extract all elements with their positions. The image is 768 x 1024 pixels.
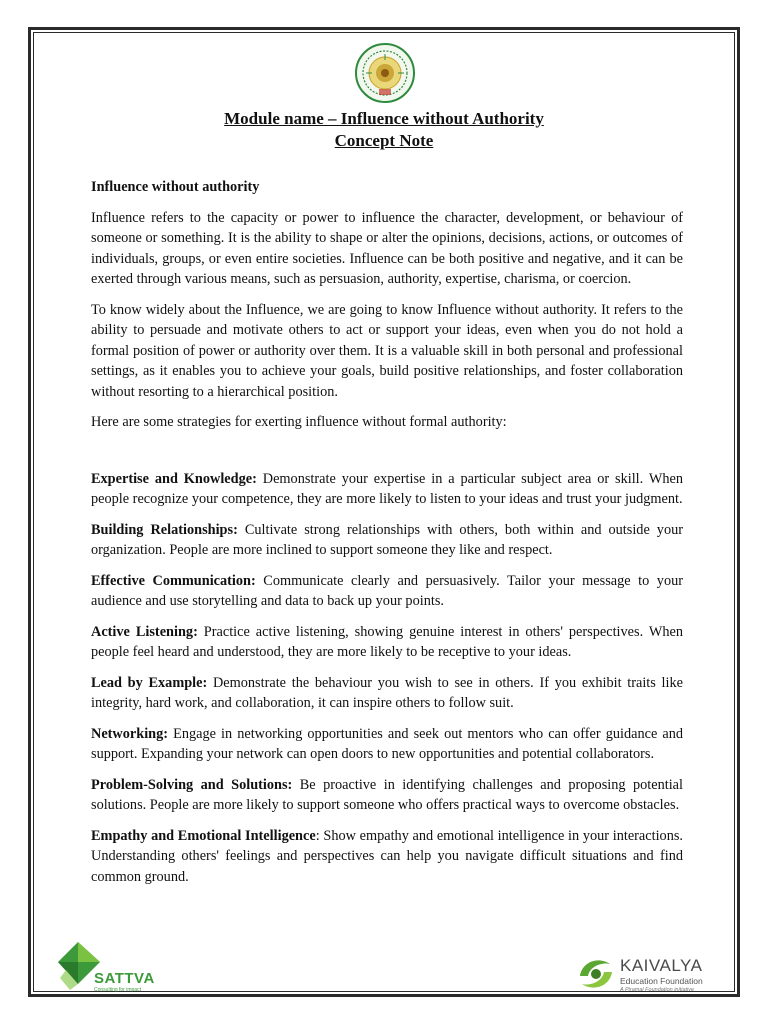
strategy-item xyxy=(91,826,683,888)
strategy-text: Practice active listening, showing genuine interest in others' perspectives. When people feel heard and understood, they are more likely to be receptive to your ideas. xyxy=(91,623,683,660)
strategy-title: Effective Communication: xyxy=(91,572,256,589)
strategy-text: Cultivate strong relationships with others, both within and outside your organization. People are more inclined to support someone they like and respect. xyxy=(91,521,683,558)
strategy-text: Engage in networking opportunities and seek out mentors who can offer guidance and support. Expanding your network can open doors to new opportunities and potential collaborators. xyxy=(91,725,683,762)
kaivalya-name: KAIVALYA xyxy=(620,956,703,975)
kaivalya-logo xyxy=(576,954,726,998)
strategy-item xyxy=(91,775,683,816)
strategy-text: Be proactive in identifying challenges and proposing potential solutions. People are more likely to support someone who offers practical ways to overcome obstacles. xyxy=(91,776,683,813)
strategy-item xyxy=(91,469,683,510)
strategy-title: Networking: xyxy=(91,725,169,742)
strategy-title: Active Listening: xyxy=(91,623,198,640)
strategy-item xyxy=(91,673,683,714)
concept-note-title: Concept Note xyxy=(334,131,434,150)
module-title: Module name – Influence without Authority xyxy=(224,109,544,128)
kaivalya-swirl-icon xyxy=(576,954,616,994)
strategy-item xyxy=(91,724,683,765)
strategy-title: Empathy and Emotional Intelligence xyxy=(91,827,316,844)
sattva-tagline: Consulting for impact xyxy=(94,987,141,993)
strategy-text: : Show empathy and emotional intelligence in your interactions. Understanding others' feelings and perspectives can help you navigate difficult situations and find common ground. xyxy=(91,827,683,885)
intro-paragraph-1: Influence refers to the capacity or power to influence the character, development, or behaviour of someone or something. It is the ability to shape or alter the opinions, decisions, actions, or outcomes of individuals, groups, or even entire societies. Influence can be both positive and negative, and it can be exerted through various means, such as persuasion, authority, expertise, charisma, or coercion. xyxy=(91,209,683,287)
strategy-text: Demonstrate the behaviour you wish to see in others. If you exhibit traits like integrity, hard work, and collaboration, it can inspire others to follow suit. xyxy=(91,674,683,711)
intro-paragraph-3: Here are some strategies for exerting influence without formal authority: xyxy=(91,414,507,430)
intro-paragraph-2: To know widely about the Influence, we are going to know Influence without authority. It refers to the ability to persuade and motivate others to act or support your ideas, even when you do not hold a formal position of power or authority over them. It is a valuable skill in both personal and professional settings, as it enables you to achieve your goals, build positive relationships, and foster collaboration without resorting to a hierarchical position. xyxy=(91,301,683,400)
document-body xyxy=(91,177,683,897)
strategy-title: Building Relationships: xyxy=(91,521,238,538)
strategy-item xyxy=(91,571,683,612)
title-block xyxy=(0,108,768,152)
strategy-text: Demonstrate your expertise in a particular subject area or skill. When people recognize your competence, they are more likely to listen to your ideas and trust your judgment. xyxy=(91,470,683,507)
strategy-item xyxy=(91,520,683,561)
government-seal-icon xyxy=(354,42,416,104)
strategy-text: Communicate clearly and persuasively. Tailor your message to your audience and use storytelling and data to back up your points. xyxy=(91,572,683,609)
kaivalya-tagline: A Piramal Foundation initiative xyxy=(620,987,695,993)
strategy-title: Expertise and Knowledge: xyxy=(91,470,257,487)
strategy-title: Problem-Solving and Solutions: xyxy=(91,776,293,793)
strategy-item xyxy=(91,622,683,663)
sattva-name: SATTVA xyxy=(94,970,155,987)
sattva-logo xyxy=(56,940,166,994)
strategy-title: Lead by Example: xyxy=(91,674,208,691)
section-heading: Influence without authority xyxy=(91,179,260,195)
kaivalya-subtitle: Education Foundation xyxy=(620,976,703,986)
